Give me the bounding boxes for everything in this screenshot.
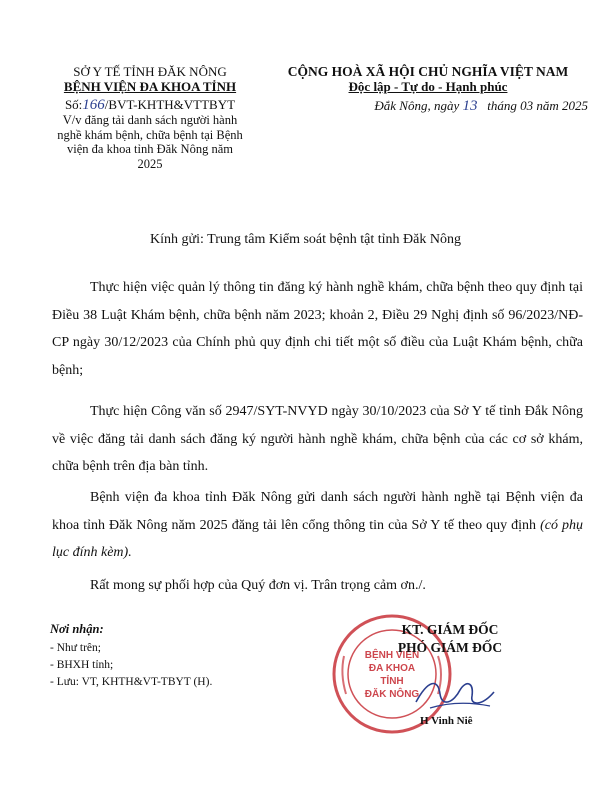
date-prefix: Đắk Nông, ngày bbox=[374, 98, 460, 113]
stamp-line: BỆNH VIỆN bbox=[364, 650, 420, 661]
hospital-name: BỆNH VIỆN ĐA KHOA TỈNH bbox=[63, 79, 237, 94]
signer-name: H Vinh Niê bbox=[420, 715, 473, 727]
body-paragraph-1: Thực hiện việc quản lý thông tin đăng ký hành nghề khám, chữa bệnh theo quy định tại Điều 38 Luật Khám bệnh, chữa bệnh năm 2023; khoản 2, Điều 29 Nghị định số 96/2023/NĐ-CP ngày 30/12/2023 của Chính phủ quy định chi tiết một số điều của Luật Khám bệnh, chữa bệnh; bbox=[52, 280, 583, 378]
document-number bbox=[20, 97, 280, 113]
subject-line: viện đa khoa tỉnh Đăk Nông năm bbox=[67, 142, 233, 156]
recipient-item: - Lưu: VT, KHTH&VT-TBYT (H). bbox=[50, 676, 213, 688]
signature-title-2: PHÓ GIÁM ĐỐC bbox=[397, 640, 503, 655]
signature-title-1: KT. GIÁM ĐỐC bbox=[401, 622, 499, 637]
body-paragraph-3 bbox=[52, 484, 583, 567]
date-suffix: tháng 03 năm 2025 bbox=[487, 98, 588, 113]
issuer-block bbox=[20, 64, 280, 171]
recipient-item: - Như trên; bbox=[50, 642, 101, 654]
paragraph-3-text: Bệnh viện đa khoa tỉnh Đăk Nông gửi danh sách người hành nghề tại Bệnh viện đa khoa tỉnh Đăk Nông năm 2025 đăng tải lên cổng thông tin của Sở Y tế theo quy định bbox=[52, 490, 583, 533]
handwritten-signature bbox=[410, 672, 500, 716]
stamp-line: ĐĂK NÔNG bbox=[364, 689, 420, 700]
doc-no-suffix: /BVT-KHTH&VTTBYT bbox=[104, 97, 236, 112]
date-day-handwritten: 13 bbox=[462, 98, 478, 114]
stamp-ring-text-mark bbox=[342, 656, 346, 694]
department-name: SỞ Y TẾ TỈNH ĐĂK NÔNG bbox=[73, 64, 227, 79]
subject-line: nghề khám bệnh, chữa bệnh tại Bệnh bbox=[57, 127, 243, 142]
subject-line: 2025 bbox=[137, 156, 163, 171]
issue-date bbox=[258, 98, 598, 114]
national-motto: Độc lập - Tự do - Hạnh phúc bbox=[348, 79, 508, 94]
body-paragraph-2: Thực hiện Công văn số 2947/SYT-NVYD ngày 30/10/2023 của Sở Y tế tỉnh Đắk Nông về việc đăng tải danh sách đăng ký người hành nghề khám, chữa bệnh của các cơ sở khám, chữa bệnh trên địa bàn tỉnh. bbox=[52, 404, 583, 474]
stamp-line: TỈNH bbox=[380, 676, 404, 687]
body-paragraph-4: Rất mong sự phối hợp của Quý đơn vị. Trân trọng cảm ơn./. bbox=[90, 578, 426, 593]
doc-no-prefix: Số: bbox=[64, 97, 83, 112]
country-name: CỘNG HOÀ XÃ HỘI CHỦ NGHĨA VIỆT NAM bbox=[287, 64, 569, 79]
national-header bbox=[258, 64, 598, 114]
recipient-item: - BHXH tỉnh; bbox=[50, 659, 114, 671]
paragraph-3-appendix-note: (có phụ lục đính kèm). bbox=[52, 517, 583, 560]
doc-no-handwritten: 166 bbox=[82, 97, 105, 113]
subject-line: V/v đăng tải danh sách người hành bbox=[62, 113, 238, 127]
subject-block bbox=[20, 113, 280, 171]
recipients-title: Nơi nhận: bbox=[50, 622, 104, 636]
salutation: Kính gửi: Trung tâm Kiểm soát bệnh tật tỉnh Đăk Nông bbox=[150, 232, 461, 247]
stamp-line: ĐA KHOA bbox=[368, 663, 416, 674]
